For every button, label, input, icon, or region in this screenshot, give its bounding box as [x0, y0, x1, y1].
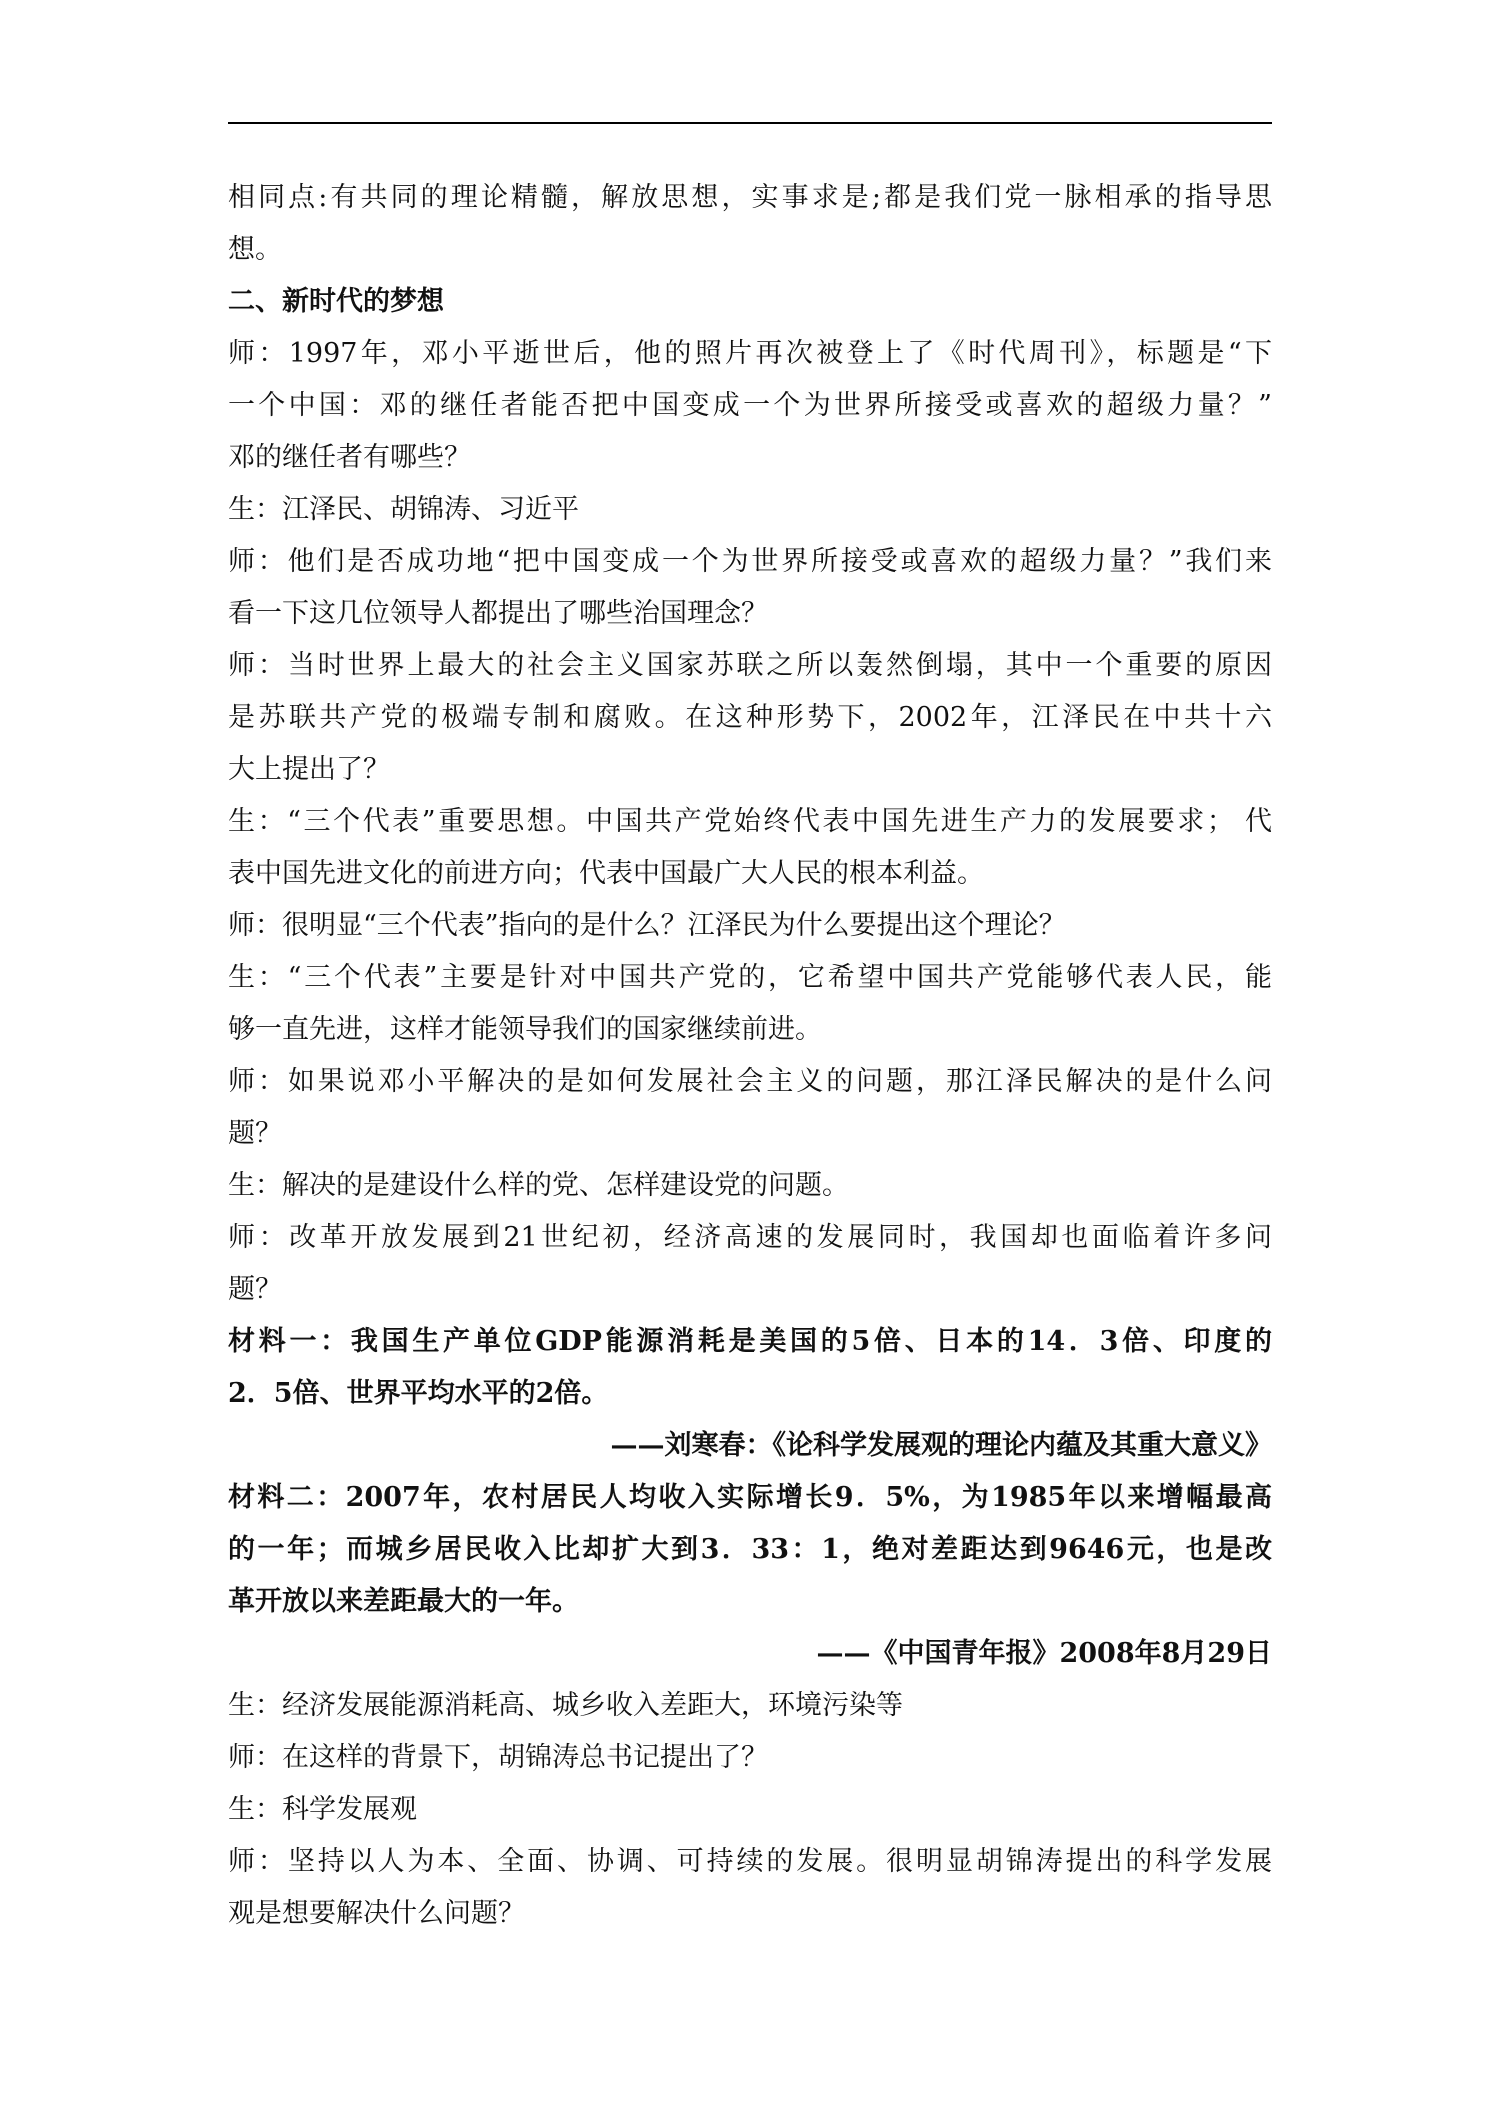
text-line: 题？: [228, 1274, 282, 1305]
text-line: 看一下这几位领导人都提出了哪些治国理念？: [228, 598, 768, 629]
text-line: 师：在这样的背景下，胡锦涛总书记提出了？: [228, 1742, 768, 1773]
text-line: 师：当时世界上最大的社会主义国家苏联之所以轰然倒塌，其中一个重要的原因: [228, 650, 1272, 681]
text-line: 想。: [228, 234, 282, 265]
material-source: ——刘寒春：《论科学发展观的理论内蕴及其重大意义》: [610, 1430, 1272, 1461]
text-line: 师：他们是否成功地“把中国变成一个为世界所接受或喜欢的超级力量？”我们来: [228, 546, 1272, 577]
text-line: 生：经济发展能源消耗高、城乡收入差距大，环境污染等: [228, 1690, 903, 1721]
text-line: 师：坚持以人为本、全面、协调、可持续的发展。很明显胡锦涛提出的科学发展: [228, 1846, 1272, 1877]
material-line: 材料二：2007年，农村居民人均收入实际增长9．5%，为1985年以来增幅最高: [228, 1482, 1272, 1513]
text-line: 表中国先进文化的前进方向；代表中国最广大人民的根本利益。: [228, 858, 984, 889]
text-line: 题？: [228, 1118, 282, 1149]
material-source: ——《中国青年报》2008年8月29日: [816, 1638, 1272, 1669]
section-heading: 二、新时代的梦想: [228, 286, 444, 317]
text-line: 一个中国：邓的继任者能否把中国变成一个为世界所接受或喜欢的超级力量？”: [228, 390, 1272, 421]
material-line: 材料一：我国生产单位GDP能源消耗是美国的5倍、日本的14．3倍、印度的: [228, 1326, 1272, 1357]
text-line: 观是想要解决什么问题？: [228, 1898, 525, 1929]
text-line: 邓的继任者有哪些？: [228, 442, 471, 473]
text-line: 生：解决的是建设什么样的党、怎样建设党的问题。: [228, 1170, 849, 1201]
material-line: 2．5倍、世界平均水平的2倍。: [228, 1378, 609, 1409]
material-line: 的一年；而城乡居民收入比却扩大到3．33：1，绝对差距达到9646元，也是改: [228, 1534, 1272, 1565]
text-line: 师：改革开放发展到21世纪初，经济高速的发展同时，我国却也面临着许多问: [228, 1222, 1272, 1253]
text-line: 师：如果说邓小平解决的是如何发展社会主义的问题，那江泽民解决的是什么问: [228, 1066, 1272, 1097]
header-rule: [228, 122, 1272, 124]
text-line: 生：科学发展观: [228, 1794, 417, 1825]
text-line: 师：很明显“三个代表”指向的是什么？江泽民为什么要提出这个理论？: [228, 910, 1066, 941]
text-line: 够一直先进，这样才能领导我们的国家继续前进。: [228, 1014, 822, 1045]
text-line: 相同点:有共同的理论精髓，解放思想，实事求是;都是我们党一脉相承的指导思: [228, 182, 1272, 213]
document-body: [228, 172, 1272, 1940]
material-line: 革开放以来差距最大的一年。: [228, 1586, 579, 1617]
text-line: 是苏联共产党的极端专制和腐败。在这种形势下，2002年，江泽民在中共十六: [228, 702, 1272, 733]
text-line: 师：1997年，邓小平逝世后，他的照片再次被登上了《时代周刊》，标题是“下: [228, 338, 1272, 369]
text-line: 大上提出了？: [228, 754, 390, 785]
text-line: 生：“三个代表”主要是针对中国共产党的，它希望中国共产党能够代表人民，能: [228, 962, 1272, 993]
text-line: 生：“三个代表”重要思想。中国共产党始终代表中国先进生产力的发展要求； 代: [228, 806, 1272, 837]
text-line: 生：江泽民、胡锦涛、习近平: [228, 494, 579, 525]
